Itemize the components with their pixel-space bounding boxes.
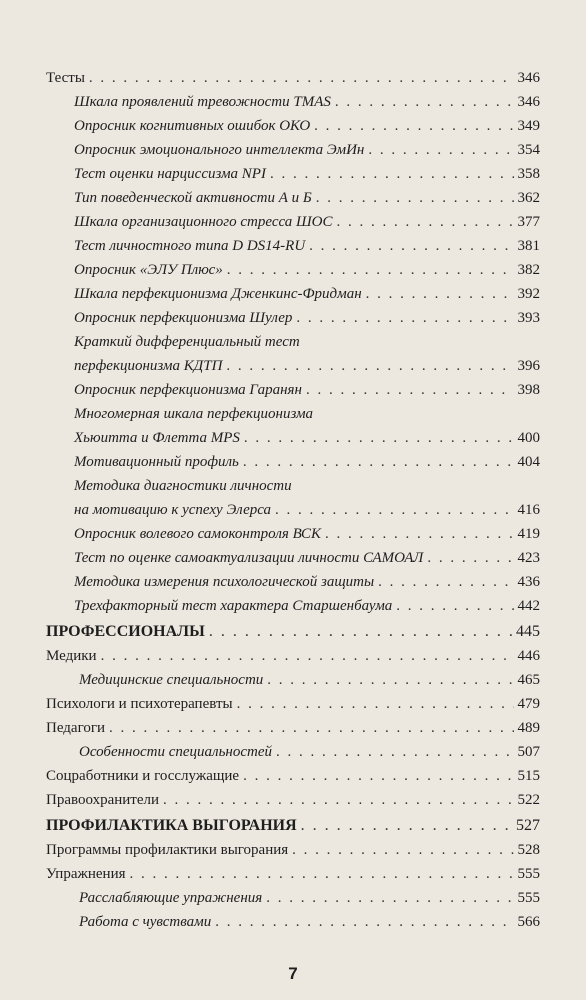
toc-entry-page: 400 [517, 430, 540, 446]
toc-entry-title: Шкала перфекционизма Дженкинс-Фридман [74, 286, 362, 302]
toc-entry-title: Шкала организационного стресса ШОС [74, 214, 333, 230]
toc-entry-title: Тест личностного типа D DS14-RU [74, 238, 306, 254]
dot-leader [292, 839, 513, 861]
dot-leader [237, 693, 514, 715]
toc-entry-page: 358 [517, 166, 540, 182]
toc-entry-page: 393 [517, 310, 540, 326]
toc-entry [74, 547, 540, 569]
toc-entry-page: 489 [517, 720, 540, 736]
toc-entry-page: 515 [517, 768, 540, 784]
toc-entry [74, 91, 540, 113]
toc-entry-title: Опросник волевого самоконтроля ВСК [74, 526, 322, 542]
dot-leader [306, 379, 514, 401]
toc-entry [74, 499, 540, 521]
dot-leader [275, 499, 514, 521]
toc-entry-title: Медицинские специальности [79, 672, 264, 688]
toc-entry [74, 163, 540, 185]
toc-entry-page: 392 [517, 286, 540, 302]
toc-entry-title: Многомерная шкала перфекционизма [74, 406, 314, 422]
dot-leader [243, 451, 514, 473]
toc-entry-title: на мотивацию к успеху Элерса [74, 502, 271, 518]
toc-entry-title: Мотивационный профиль [74, 454, 239, 470]
toc-entry-title: Тесты [46, 70, 85, 86]
toc-section-heading [46, 815, 540, 837]
toc-entry-page: 381 [517, 238, 540, 254]
toc-entry-page: 346 [517, 70, 540, 86]
dot-leader [335, 91, 514, 113]
dot-leader [209, 621, 512, 643]
toc-entry-page: 423 [517, 550, 540, 566]
toc-entry-page: 398 [517, 382, 540, 398]
dot-leader [316, 187, 514, 209]
toc-entry-title: Психологи и психотерапевты [46, 696, 233, 712]
dot-leader [296, 307, 513, 329]
toc-entry-title: Опросник эмоционального интеллекта ЭмИн [74, 142, 365, 158]
dot-leader [243, 765, 513, 787]
toc-entry-page: 479 [517, 696, 540, 712]
toc-entry [74, 427, 540, 449]
toc-entry-title: перфекционизма КДТП [74, 358, 223, 374]
toc-entry-page: 377 [517, 214, 540, 230]
toc-entry-page: 416 [517, 502, 540, 518]
toc-entry-page: 522 [517, 792, 540, 808]
dot-leader [337, 211, 514, 233]
toc-entry-page: 446 [517, 648, 540, 664]
toc-entry [74, 451, 540, 473]
toc-entry-page: 555 [517, 866, 540, 882]
toc-entry-page: 566 [517, 914, 540, 930]
dot-leader [244, 427, 514, 449]
toc-entry [79, 741, 540, 763]
toc-entry-page: 445 [516, 623, 540, 640]
dot-leader [101, 645, 514, 667]
toc-entry [46, 839, 540, 861]
toc-entry-page: 349 [517, 118, 540, 134]
toc-entry-title: Педагоги [46, 720, 106, 736]
toc-entry-title: ПРОФЕССИОНАЛЫ [46, 623, 205, 640]
toc-entry-title: Тест оценки нарциссизма NPI [74, 166, 266, 182]
toc-entry [46, 765, 540, 787]
toc-entry [79, 887, 540, 909]
toc-entry [46, 789, 540, 811]
toc-entry-page: 442 [517, 598, 540, 614]
dot-leader [266, 887, 513, 909]
toc-entry-line [74, 331, 540, 353]
page-number: 7 [288, 964, 298, 983]
toc-entry-title: Трехфакторный тест характера Старшенбаума [74, 598, 393, 614]
toc-entry-title: Шкала проявлений тревожности TMAS [74, 94, 331, 110]
toc-entry [74, 259, 540, 281]
toc-entry-title: Медики [46, 648, 97, 664]
dot-leader [325, 523, 513, 545]
toc-entry-page: 465 [517, 672, 540, 688]
toc-entry [74, 115, 540, 137]
dot-leader [215, 911, 513, 933]
toc-entry-title: Краткий дифференциальный тест [74, 334, 300, 350]
toc-entry-page: 354 [517, 142, 540, 158]
toc-entry-title: Опросник перфекционизма Шулер [74, 310, 293, 326]
toc-entry-title: Хьюитта и Флетта MPS [74, 430, 240, 446]
toc-entry-title: ПРОФИЛАКТИКА ВЫГОРАНИЯ [46, 817, 297, 834]
toc-entry-title: Программы профилактики выгорания [46, 842, 289, 858]
dot-leader [276, 741, 513, 763]
toc-entry [74, 235, 540, 257]
toc-entry [74, 571, 540, 593]
toc-entry [46, 67, 540, 89]
dot-leader [314, 115, 513, 137]
toc-entry [74, 283, 540, 305]
toc-entry-title: Работа с чувствами [79, 914, 212, 930]
toc-entry [74, 379, 540, 401]
toc-entry [46, 693, 540, 715]
toc-entry-page: 362 [517, 190, 540, 206]
dot-leader [89, 67, 514, 89]
dot-leader [267, 669, 513, 691]
toc-entry-title: Опросник когнитивных ошибок ОКО [74, 118, 311, 134]
toc-entry-title: Методика диагностики личности [74, 478, 292, 494]
toc-entry-page: 382 [517, 262, 540, 278]
toc-entry-title: Расслабляющие упражнения [79, 890, 263, 906]
toc-entry-page: 404 [517, 454, 540, 470]
toc-entry [74, 523, 540, 545]
toc-entry [74, 355, 540, 377]
toc-entry-title: Правоохранители [46, 792, 160, 808]
toc-entry-title: Тест по оценке самоактуализации личности САМОАЛ [74, 550, 424, 566]
dot-leader [301, 815, 512, 837]
dot-leader [130, 863, 514, 885]
toc-entry-page: 396 [517, 358, 540, 374]
toc-entry [74, 595, 540, 617]
toc-entry-page: 346 [517, 94, 540, 110]
toc-entry-page: 528 [517, 842, 540, 858]
dot-leader [378, 571, 513, 593]
toc-entry-line [74, 403, 540, 425]
toc-entry-page: 555 [517, 890, 540, 906]
toc-entry-title: Опросник перфекционизма Гаранян [74, 382, 302, 398]
toc-entry [79, 911, 540, 933]
toc-entry [46, 645, 540, 667]
toc-entry-title: Особенности специальностей [79, 744, 273, 760]
dot-leader [368, 139, 513, 161]
toc-entry-page: 507 [517, 744, 540, 760]
toc-entry-page: 436 [517, 574, 540, 590]
toc-entry-page: 419 [517, 526, 540, 542]
toc-section-heading [46, 621, 540, 643]
dot-leader [366, 283, 514, 305]
toc-entry [74, 187, 540, 209]
dot-leader [427, 547, 513, 569]
toc-entry [79, 669, 540, 691]
dot-leader [396, 595, 513, 617]
toc-entry-line [74, 475, 540, 497]
toc-entry-title: Методика измерения психологической защиты [74, 574, 375, 590]
toc-entry [46, 717, 540, 739]
toc-entry [46, 863, 540, 885]
dot-leader [163, 789, 513, 811]
dot-leader [226, 355, 513, 377]
dot-leader [227, 259, 514, 281]
toc-entry-title: Упражнения [46, 866, 126, 882]
toc-entry-title: Опросник «ЭЛУ Плюс» [74, 262, 223, 278]
dot-leader [270, 163, 514, 185]
toc-entry [74, 139, 540, 161]
toc-entry-page: 527 [516, 817, 540, 834]
toc-entry-title: Тип поведенческой активности А и Б [74, 190, 312, 206]
toc-entry [74, 211, 540, 233]
dot-leader [309, 235, 513, 257]
dot-leader [109, 717, 513, 739]
toc-entry-title: Соцработники и госслужащие [46, 768, 240, 784]
toc-entry [74, 307, 540, 329]
